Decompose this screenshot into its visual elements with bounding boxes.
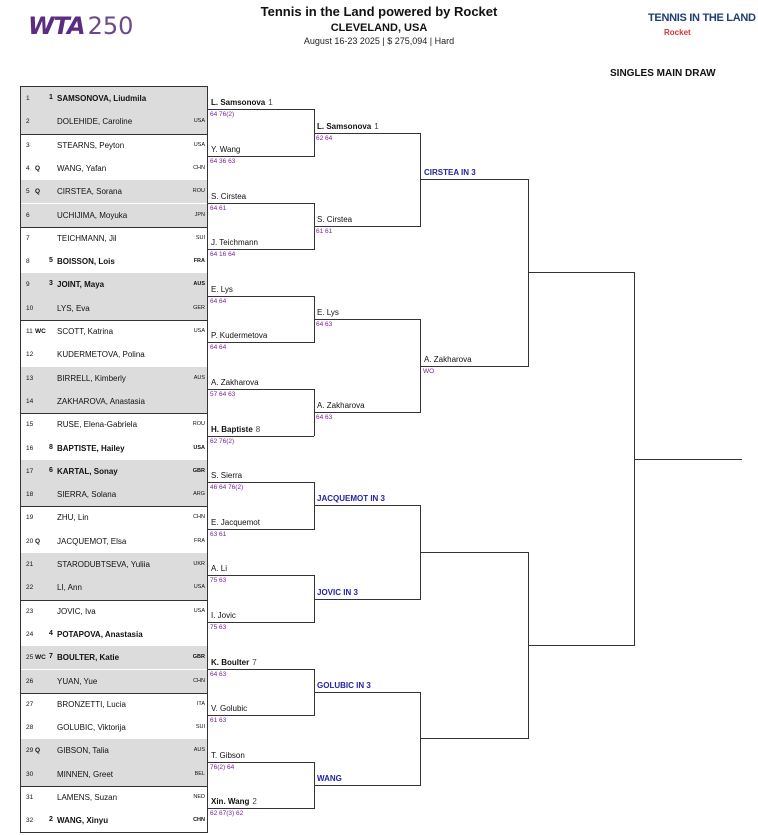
draw-number: 29 xyxy=(26,747,34,755)
r2-winner xyxy=(211,518,260,527)
table-row xyxy=(21,600,207,623)
draw-number: 22 xyxy=(26,584,34,592)
player-name: LYS, Eva xyxy=(57,303,90,313)
r3-winner xyxy=(317,308,339,317)
r2-score: 76(2) 64 xyxy=(210,763,235,771)
draw-table xyxy=(20,86,208,833)
table-row xyxy=(21,250,207,274)
draw-number: 9 xyxy=(26,281,30,289)
player-name: KUDERMETOVA, Polina xyxy=(57,350,145,360)
sf-line xyxy=(528,272,634,273)
winner-name: JACQUEMOT IN 3 xyxy=(317,494,386,504)
qf-line xyxy=(420,366,528,367)
winner-name: S. Cirstea xyxy=(317,214,353,224)
tournament-info: August 16-23 2025 | $ 275,094 | Hard xyxy=(303,36,455,46)
draw-number: 30 xyxy=(26,770,34,778)
player-country: GER xyxy=(193,304,205,311)
seed-number: 8 xyxy=(49,443,53,451)
player-name: JOINT, Maya xyxy=(57,280,105,290)
qf-line xyxy=(420,179,528,180)
player-name: BAPTISTE, Hailey xyxy=(57,443,125,453)
draw-number: 16 xyxy=(26,444,34,452)
r2-score: 64 61 xyxy=(210,204,227,212)
player-country: CHN xyxy=(193,817,205,824)
table-row xyxy=(21,763,207,787)
winner-name: T. Gibson xyxy=(211,750,245,760)
r3-score: 64 63 xyxy=(316,414,333,422)
winner-name: E. Lys xyxy=(317,308,339,317)
r3-line xyxy=(314,319,420,320)
table-row xyxy=(21,670,207,694)
table-row xyxy=(21,716,207,740)
draw-number: 4 xyxy=(26,164,30,172)
player-name: BOULTER, Katie xyxy=(57,653,120,663)
player-name: BOISSON, Lois xyxy=(57,257,115,267)
draw-number: 28 xyxy=(26,724,34,732)
winner-name: E. Jacquemot xyxy=(211,517,260,527)
winner-name: I. Jovic xyxy=(211,610,236,620)
player-name: SCOTT, Katrina xyxy=(57,327,114,336)
player-country: AUS xyxy=(193,374,205,381)
r2-score: 57 64 63 xyxy=(210,390,236,398)
player-name: STARODUBTSEVA, Yuliia xyxy=(57,560,150,569)
draw-number: 31 xyxy=(26,794,34,801)
r3-line xyxy=(314,599,420,600)
player-name: DOLEHIDE, Caroline xyxy=(57,117,133,127)
wta-level: 250 xyxy=(87,12,134,40)
r2-score: 64 76(2) xyxy=(210,111,235,119)
player-name: BRONZETTI, Lucia xyxy=(57,699,126,709)
r2-score: 75 63 xyxy=(210,623,227,631)
player-country: AUS xyxy=(193,281,205,288)
r2-line xyxy=(208,529,314,530)
draw-number: 21 xyxy=(26,561,34,568)
r2-score: 64 36 63 xyxy=(210,157,236,165)
draw-number: 15 xyxy=(26,421,34,429)
player-name: BIRRELL, Kimberly xyxy=(57,373,126,383)
player-country: CHN xyxy=(193,514,205,521)
table-row xyxy=(21,273,207,296)
r3-winner xyxy=(317,588,358,597)
r2-line xyxy=(208,249,314,250)
player-name: MINNEN, Greet xyxy=(57,769,114,779)
final-line xyxy=(634,459,742,460)
draw-number: 27 xyxy=(26,700,34,708)
tournament-city: CLEVELAND, USA xyxy=(330,22,428,34)
table-row xyxy=(21,413,207,436)
table-row xyxy=(21,739,207,762)
winner-name: E. Lys xyxy=(211,284,233,294)
player-country: USA xyxy=(193,584,205,591)
player-country: CHN xyxy=(193,164,205,171)
r2-line xyxy=(208,342,314,343)
player-name: UCHIJIMA, Moyuka xyxy=(57,210,128,220)
player-country: GBR xyxy=(192,654,205,661)
qf-line xyxy=(420,552,528,553)
seed-number: 7 xyxy=(49,653,53,661)
player-country: USA xyxy=(193,118,205,125)
player-name: CIRSTEA, Sorana xyxy=(57,187,122,197)
r2-winner xyxy=(211,238,258,247)
seed-number: 6 xyxy=(49,466,53,474)
r2-winner xyxy=(211,751,245,760)
winner-name: V. Golubic xyxy=(211,704,248,714)
r2-score: 64 64 xyxy=(210,344,227,352)
entry-status: WC xyxy=(35,654,46,662)
draw-number: 23 xyxy=(26,607,34,615)
r2-winner xyxy=(211,192,246,201)
r2-line xyxy=(208,575,314,576)
qf-winner: CIRSTEA IN 3 xyxy=(424,168,476,178)
r2-winner xyxy=(211,704,247,713)
table-row xyxy=(21,809,207,832)
winner-name: P. Kudermetova xyxy=(211,331,268,341)
winner-name: L. Samsonova xyxy=(211,98,266,108)
r2-line xyxy=(208,762,314,763)
player-name: SIERRA, Solana xyxy=(57,490,117,500)
player-country: ARG xyxy=(193,491,205,498)
winner-name: A. Zakharova xyxy=(317,401,365,411)
r2-score: 64 64 xyxy=(210,297,227,305)
winner-seed: 1 xyxy=(268,98,273,108)
player-name: LI, Ann xyxy=(57,583,82,593)
player-name: JACQUEMOT, Elsa xyxy=(57,536,127,546)
player-name: RUSE, Elena-Gabriela xyxy=(57,420,138,430)
player-country: USA xyxy=(193,607,205,614)
player-country: BEL xyxy=(194,770,205,777)
entry-status: Q xyxy=(35,164,41,172)
player-country: ROU xyxy=(192,421,205,428)
player-name: STEARNS, Peyton xyxy=(57,140,125,150)
player-name: KARTAL, Sonay xyxy=(57,466,118,476)
r2-line xyxy=(208,203,314,204)
draw-number: 8 xyxy=(26,258,30,266)
table-row xyxy=(21,157,207,181)
table-row xyxy=(21,553,207,576)
r2-line xyxy=(208,715,314,716)
table-row xyxy=(21,576,207,600)
r3-line xyxy=(314,133,420,134)
r2-line xyxy=(208,669,314,670)
r3-winner xyxy=(317,401,365,410)
winner-name: WANG xyxy=(317,774,342,783)
player-name: TEICHMANN, Jil xyxy=(57,233,117,243)
seed-number: 2 xyxy=(49,816,53,824)
r3-winner xyxy=(317,215,352,224)
player-country: FRA xyxy=(194,537,205,544)
player-country: USA xyxy=(193,328,205,334)
r2-score: 46 64 76(2) xyxy=(210,484,244,492)
r3-line xyxy=(314,785,420,786)
winner-seed: 7 xyxy=(252,657,257,667)
winner-name: A. Li xyxy=(211,564,228,574)
r2-line xyxy=(208,622,314,623)
winner-name: S. Cirstea xyxy=(211,191,247,201)
r2-score: 61 63 xyxy=(210,717,227,725)
r2-winner xyxy=(211,425,260,434)
r2-line xyxy=(208,482,314,483)
r2-line xyxy=(208,436,314,437)
player-name: GOLUBIC, Viktorija xyxy=(57,723,126,733)
r3-score: 61 61 xyxy=(316,227,333,235)
draw-number: 13 xyxy=(26,374,34,382)
draw-title: SINGLES MAIN DRAW xyxy=(610,68,716,79)
draw-number: 17 xyxy=(26,467,34,475)
r2-score: 64 16 64 xyxy=(210,251,236,259)
draw-number: 1 xyxy=(26,95,30,102)
winner-name: GOLUBIC IN 3 xyxy=(317,680,371,690)
qf-score: WO xyxy=(423,367,435,375)
player-country: NED xyxy=(193,794,205,800)
r3-winner xyxy=(317,494,385,503)
r3-winner xyxy=(317,681,371,690)
sponsor-logo: TENNIS IN THE LAND xyxy=(648,12,756,24)
seed-number: 4 xyxy=(49,629,53,637)
r2-line xyxy=(208,808,314,809)
player-country: USA xyxy=(193,141,205,148)
seed-number: 1 xyxy=(49,94,53,101)
r2-winner xyxy=(211,564,227,573)
table-row xyxy=(21,134,207,157)
draw-number: 25 xyxy=(26,654,34,662)
table-row xyxy=(21,530,207,554)
draw-number: 5 xyxy=(26,188,30,196)
r3-line xyxy=(314,226,420,227)
entry-status: WC xyxy=(35,328,46,335)
winner-seed: 8 xyxy=(255,424,261,434)
player-name: POTAPOVA, Anastasia xyxy=(57,629,143,639)
winner-name: K. Boulter xyxy=(211,657,250,667)
winner-name: JOVIC IN 3 xyxy=(317,587,358,597)
player-name: SAMSONOVA, Liudmila xyxy=(57,94,147,103)
entry-status: Q xyxy=(35,747,41,755)
r2-winner xyxy=(211,471,242,480)
r2-winner xyxy=(211,285,233,294)
player-country: SUI xyxy=(195,234,205,241)
table-row xyxy=(21,320,207,343)
sponsor-sub-logo: Rocket xyxy=(664,28,691,37)
r2-score: 64 63 xyxy=(210,670,227,678)
r2-winner xyxy=(211,331,267,340)
player-country: USA xyxy=(193,444,205,451)
r2-score: 62 67(3) 62 xyxy=(210,810,244,818)
winner-name: L. Samsonova xyxy=(317,121,372,131)
player-country: JPN xyxy=(194,211,205,218)
winner-name: Y. Wang xyxy=(211,144,241,154)
draw-number: 18 xyxy=(26,491,34,499)
r2-winner xyxy=(211,611,236,620)
player-name: GIBSON, Talia xyxy=(57,746,109,756)
player-name: WANG, Yafan xyxy=(57,163,107,173)
player-country: SUI xyxy=(195,724,205,731)
player-country: GBR xyxy=(192,467,205,474)
player-country: CHN xyxy=(193,677,205,684)
table-row xyxy=(21,506,207,529)
draw-number: 7 xyxy=(26,234,30,242)
tournament-title: Tennis in the Land powered by Rocket xyxy=(260,4,498,19)
winner-name: Xin. Wang xyxy=(211,797,250,807)
draw-number: 26 xyxy=(26,677,34,685)
table-row xyxy=(21,87,207,110)
r3-line xyxy=(314,412,420,413)
table-row xyxy=(21,483,207,507)
player-country: AUS xyxy=(193,747,205,754)
draw-number: 24 xyxy=(26,630,34,638)
draw-number: 14 xyxy=(26,397,34,405)
table-row xyxy=(21,227,207,250)
r2-line xyxy=(208,296,314,297)
player-country: ROU xyxy=(192,188,205,195)
draw-number: 32 xyxy=(26,817,34,825)
r3-line xyxy=(314,505,420,506)
table-row xyxy=(21,180,207,203)
player-name: ZAKHAROVA, Anastasia xyxy=(57,396,145,406)
r2-line xyxy=(208,389,314,390)
draw-number: 10 xyxy=(26,304,34,312)
player-country: UKR xyxy=(193,561,205,567)
winner-name: A. Zakharova xyxy=(211,377,259,387)
draw-number: 2 xyxy=(26,118,30,126)
qf-line xyxy=(420,738,528,739)
entry-status: Q xyxy=(35,537,41,545)
player-name: YUAN, Yue xyxy=(57,676,98,686)
player-name: LAMENS, Suzan xyxy=(57,793,118,802)
table-row xyxy=(21,786,207,809)
winner-name: J. Teichmann xyxy=(211,238,258,248)
r2-winner xyxy=(211,378,259,387)
r2-score: 75 63 xyxy=(210,577,227,585)
r3-score: 62 64 xyxy=(316,134,333,142)
qf-winner: A. Zakharova xyxy=(424,354,472,364)
r2-score: 63 61 xyxy=(210,530,227,538)
draw-number: 12 xyxy=(26,351,34,359)
r2-winner xyxy=(211,658,257,667)
table-row xyxy=(21,204,207,228)
table-row xyxy=(21,437,207,461)
winner-name: S. Sierra xyxy=(211,471,243,481)
player-name: ZHU, Lin xyxy=(57,513,89,523)
seed-number: 5 xyxy=(49,257,53,265)
player-country: FRA xyxy=(193,258,205,265)
table-row xyxy=(21,343,207,367)
table-row xyxy=(21,367,207,390)
winner-seed: 1 xyxy=(374,121,379,131)
draw-number: 6 xyxy=(26,211,30,219)
r2-line xyxy=(208,156,314,157)
table-row xyxy=(21,390,207,414)
table-row xyxy=(21,623,207,647)
table-row xyxy=(21,297,207,321)
r2-line xyxy=(208,109,314,110)
r3-line xyxy=(314,692,420,693)
player-name: JOVIC, Iva xyxy=(57,606,96,616)
draw-number: 19 xyxy=(26,514,34,522)
wta-logo-text: WTA xyxy=(28,12,85,40)
r3-winner xyxy=(317,122,379,131)
r3-score: 64 63 xyxy=(316,321,333,328)
table-row xyxy=(21,460,207,483)
table-row xyxy=(21,693,207,716)
draw-number: 11 xyxy=(26,328,33,335)
winner-name: H. Baptiste xyxy=(211,424,253,434)
table-row xyxy=(21,646,207,669)
table-row xyxy=(21,110,207,134)
seed-number: 3 xyxy=(49,280,53,288)
r2-winner xyxy=(211,98,273,107)
winner-seed: 2 xyxy=(252,797,257,807)
sf-line xyxy=(528,645,634,646)
entry-status: Q xyxy=(35,188,41,196)
draw-number: 20 xyxy=(26,537,34,545)
r2-winner xyxy=(211,145,240,154)
r2-score: 62 76(2) xyxy=(210,437,235,445)
player-name: WANG, Xinyu xyxy=(57,816,109,826)
r3-winner xyxy=(317,774,342,783)
draw-number: 3 xyxy=(26,141,30,149)
player-country: ITA xyxy=(196,700,205,707)
r2-winner xyxy=(211,797,257,806)
